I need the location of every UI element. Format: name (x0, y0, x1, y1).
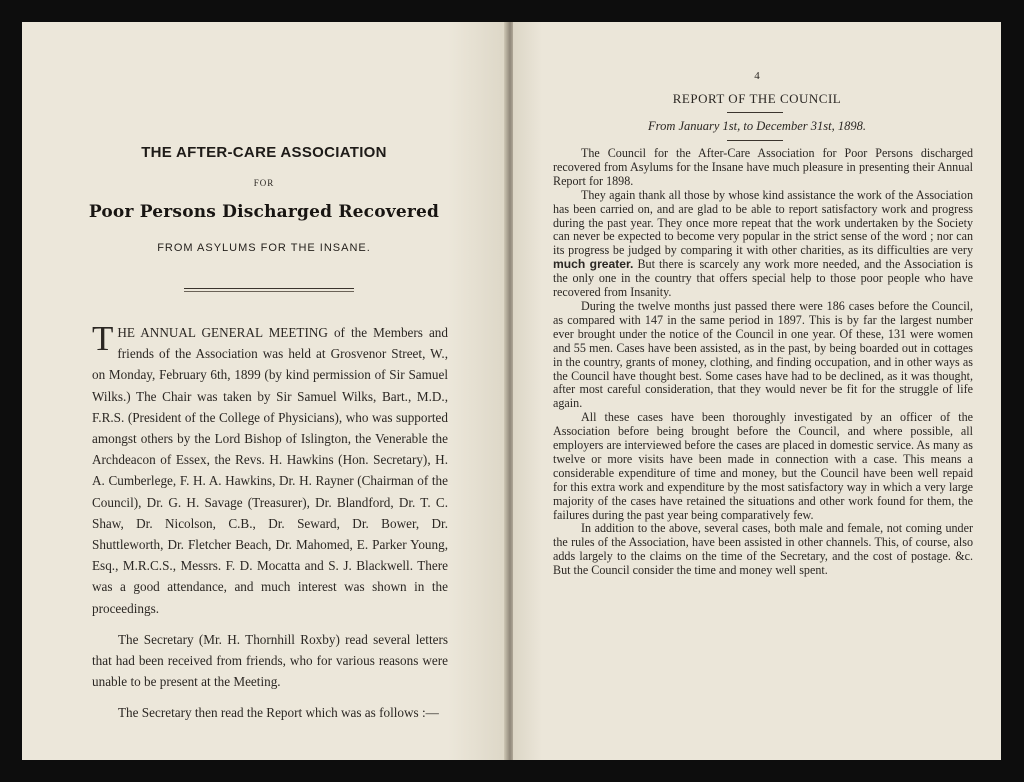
paragraph-intro: The Council for the After-Care Association for Poor Persons discharged recovered from Asylums for the Insane have much pleasure in presenting their Annual Report for 1898. (553, 146, 973, 188)
paragraph-letters: The Secretary (Mr. H. Thornhill Roxby) read several letters that had been received from friends, who for various reasons were unable to be present at the Meeting. (92, 631, 448, 690)
paragraph-thanks (553, 189, 973, 300)
paragraph-meeting (92, 319, 448, 619)
date-rule (727, 140, 783, 141)
blackletter-heading: Poor Persons Discharged Recovered (88, 202, 440, 222)
paragraph-additional: In addition to the above, several cases, both male and female, not coming under the rules of the Association, have been assisted in other channels. This, of course, also adds largely to the claims on the time of the Secretary, and the cost of postage. &c. But the Council consider the time and money well spent. (553, 521, 973, 578)
paragraph-meeting-text: HE ANNUAL GENERAL MEETING of the Members and friends of the Association was held at Grosvenor Street, W., on Monday, February 6th, 1899 (by kind permission of Sir Samuel Wilks.) The Chair was taken by Sir Samuel Wilks, Bart., M.D., F.R.S. (President of the College of Physicians), who was supported amongst others by the Lord Bishop of Islington, the Venerable the Archdeacon of Essex, the Revs. H. Hawkins (Hon. Secretary), H. A. Cumberlege, F. H. A. Hawkins, Dr. H. Rayner (Chairman of the Council), Dr. G. H. Savage (Treasurer), Dr. Blandford, Dr. T. C. Shaw, Dr. Nicolson, C.B., Dr. Seward, Dr. Bower, Dr. Shuttleworth, Dr. Fletcher Beach, Dr. Mahomed, E. Parker Young, Esq., M.R.C.S., Messrs. F. D. Mocatta and S. J. Blackwell. There was a good attendance, and much interest was shown in the proceedings. (92, 325, 448, 616)
divider-rule (184, 288, 354, 292)
date-line: From January 1st, to December 31st, 1898. (648, 119, 866, 133)
paragraph-cases: During the twelve months just passed there were 186 cases before the Council, as compared with 147 in the same period in 1897. This is by far the largest number ever brought under the notice of the Council in one year. Of these, 131 were women and 55 men. Cases have been assisted, as in the past, by being boarded out in cottages in the country, grants of money, clothing, and finding occupation, and in other ways as the Council have thought best. Some cases have had to be declined, as it was thought, after most careful consideration, that they would never be fit for the struggle of life again. (553, 298, 973, 411)
paragraph-report-intro: The Secretary then read the Report which was as follows :— (118, 705, 439, 721)
left-page (22, 22, 506, 760)
page-number: 4 (754, 70, 760, 82)
title-rule (727, 112, 783, 113)
drop-cap: T (92, 319, 114, 358)
for-label: FOR (253, 178, 275, 188)
subtitle: FROM ASYLUMS FOR THE INSANE. (157, 242, 371, 254)
association-title: THE AFTER-CARE ASSOCIATION (141, 144, 387, 161)
right-page (513, 22, 1001, 760)
paragraph-investigation: All these cases have been thoroughly investigated by an officer of the Association before being brought before the Council, and where possible, all employers are interviewed before the cases are placed in domestic service. As many as twelve or more visits have been made in connection with a case. This means a considerable expenditure of time and money, but the Council have been well repaid for this extra work and expenditure by the most satisfactory way in which a very large majority of the cases have retained the situations and other work found for them, the failures during the past year being comparatively few. (553, 410, 973, 522)
paragraph-thanks-text: They again thank all those by whose kind assistance the work of the Association has been carried on, and are glad to be able to report satisfactory work and progress during the past year. They once more repeat that the work undertaken by the Society can never be expected to become very popular in the strict sense of the word ; nor can its progress be judged by comparing it with other charities, as its difficulties are very (553, 187, 973, 258)
report-text (553, 147, 973, 578)
paragraph-thanks-rest: But there is scarcely any work more needed, and the Association is the only one in the country that offers special help to those poor people who have recovered from Insanity. (553, 257, 974, 300)
emphasis-phrase: much greater. (553, 257, 634, 272)
report-title: REPORT OF THE COUNCIL (672, 91, 842, 106)
meeting-text (92, 319, 448, 734)
